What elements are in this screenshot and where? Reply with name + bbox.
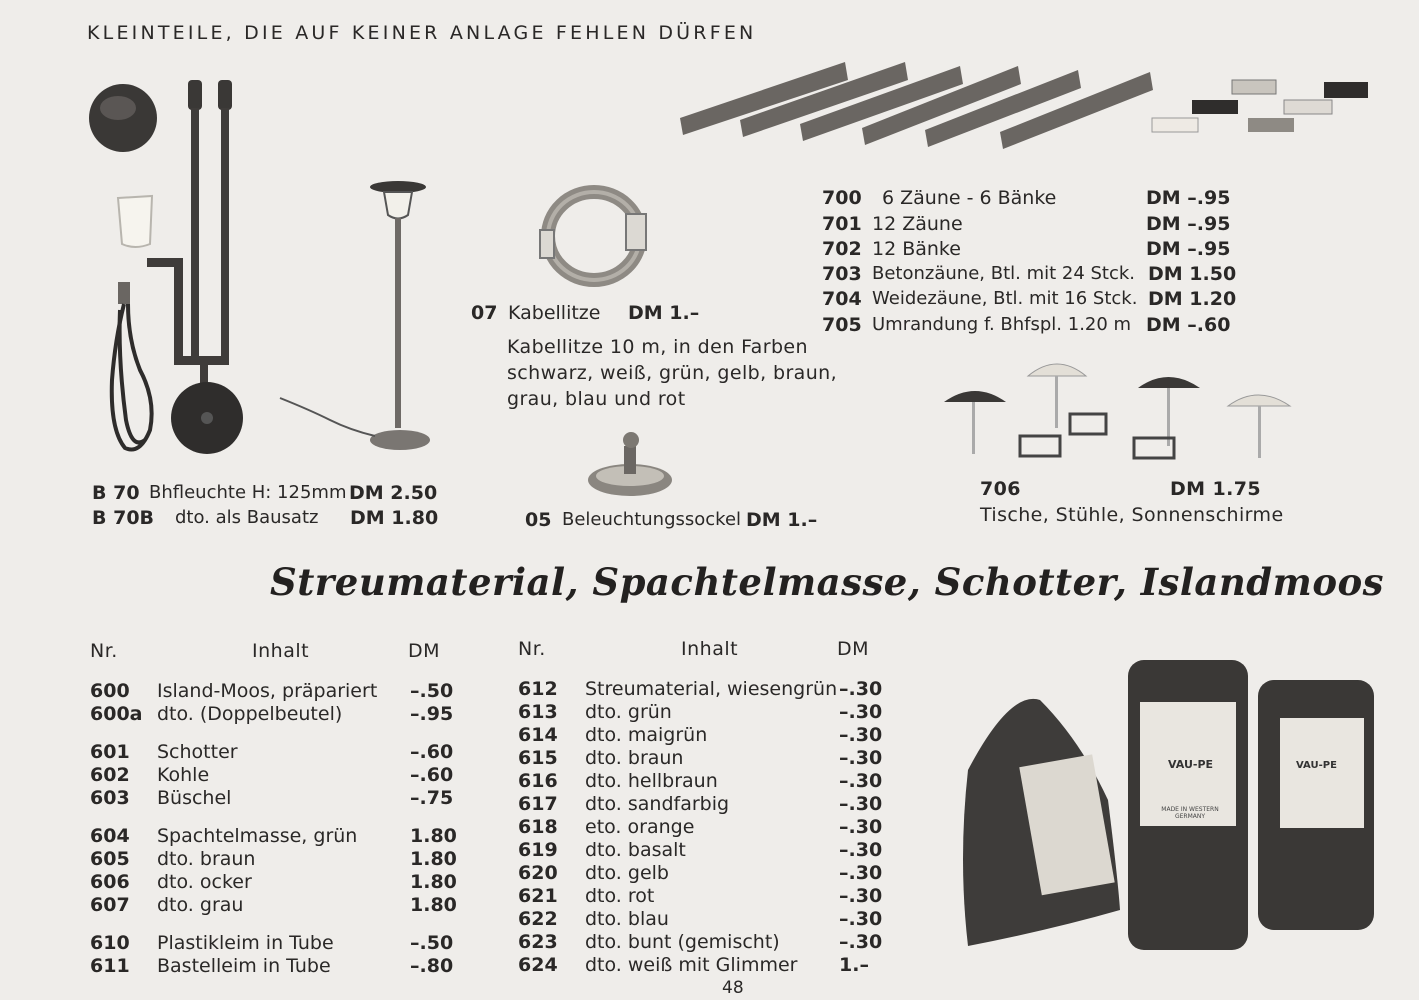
column-header-dm: DM [408, 640, 441, 662]
product-price: DM –.95 [1146, 187, 1231, 209]
cell-nr: 613 [518, 701, 558, 723]
product-row [822, 213, 1252, 236]
product-row [822, 238, 1252, 261]
product-code: 706 [980, 478, 1021, 500]
cell-inhalt: Kohle [157, 764, 210, 786]
benches-image [1152, 80, 1368, 132]
bag-brand-label: VAU-PE [1296, 760, 1337, 771]
garden-furniture-image [944, 364, 1290, 458]
product-price: DM –.60 [1146, 314, 1231, 336]
cell-inhalt: Plastikleim in Tube [157, 932, 334, 954]
cell-nr: 620 [518, 862, 558, 884]
product-code: 704 [822, 288, 862, 310]
cell-dm: 1.80 [410, 848, 457, 870]
product-name: Bhfleuchte H: 125mm [149, 482, 347, 503]
cell-dm: –.30 [839, 839, 883, 861]
product-code: 07 [471, 302, 498, 324]
table-row [518, 747, 899, 770]
cell-inhalt: dto. braun [157, 848, 256, 870]
cell-nr: 612 [518, 678, 558, 700]
cell-nr: 605 [90, 848, 130, 870]
cell-dm: –.60 [410, 741, 454, 763]
cell-nr: 618 [518, 816, 558, 838]
table-row [90, 848, 470, 871]
cell-nr: 616 [518, 770, 558, 792]
product-code: 702 [822, 238, 862, 260]
section-heading: Streumaterial, Spachtelmasse, Schotter, Islandmoos [270, 560, 1385, 604]
cell-nr: 611 [90, 955, 130, 977]
product-name: Weidezäune, Btl. mit 16 Stck. [872, 288, 1138, 309]
product-row [822, 288, 1252, 311]
product-code: B 70 [92, 482, 140, 504]
cell-dm: –.60 [410, 764, 454, 786]
cell-inhalt: Bastelleim in Tube [157, 955, 331, 977]
cell-inhalt: Schotter [157, 741, 238, 763]
cell-nr: 602 [90, 764, 130, 786]
product-row [822, 263, 1252, 286]
cell-nr: 601 [90, 741, 130, 763]
column-header-nr: Nr. [518, 638, 546, 660]
product-code: B 70B [92, 507, 155, 529]
table-row [518, 885, 899, 908]
cell-nr: 607 [90, 894, 130, 916]
cell-dm: –.50 [410, 932, 454, 954]
cell-inhalt: dto. gelb [585, 862, 669, 884]
table-row [518, 770, 899, 793]
cell-nr: 624 [518, 954, 558, 976]
cell-nr: 600 [90, 680, 130, 702]
cell-inhalt: dto. sandfarbig [585, 793, 730, 815]
product-price: DM 1.75 [1170, 478, 1261, 500]
cell-inhalt: dto. (Doppelbeutel) [157, 703, 343, 725]
lamp-bulb-wire-image [112, 282, 152, 450]
cell-inhalt: dto. basalt [585, 839, 686, 861]
cell-dm: –.30 [839, 908, 883, 930]
column-header-inhalt: Inhalt [252, 640, 310, 662]
cell-inhalt: dto. weiß mit Glimmer [585, 954, 798, 976]
cell-inhalt: dto. blau [585, 908, 669, 930]
product-name: Umrandung f. Bhfspl. 1.20 m [872, 314, 1132, 335]
cell-inhalt: Büschel [157, 787, 232, 809]
table-row [518, 862, 899, 885]
cell-dm: –.30 [839, 862, 883, 884]
cell-nr: 614 [518, 724, 558, 746]
cell-nr: 615 [518, 747, 558, 769]
table-row [518, 701, 899, 724]
material-bags-image [963, 660, 1374, 950]
product-code: 705 [822, 314, 862, 336]
cell-dm: –.30 [839, 770, 883, 792]
table-row [518, 724, 899, 747]
product-name: dto. als Bausatz [175, 507, 319, 528]
product-row [92, 482, 452, 505]
cell-inhalt: dto. grau [157, 894, 244, 916]
table-row [90, 764, 470, 787]
cell-inhalt: eto. orange [585, 816, 695, 838]
cell-dm: 1.– [839, 954, 869, 976]
cell-inhalt: Streumaterial, wiesengrün [585, 678, 838, 700]
product-code: 05 [525, 509, 552, 531]
table-row [518, 678, 899, 701]
table-row [90, 871, 470, 894]
product-name: Kabellitze [508, 302, 601, 324]
table-row [518, 954, 899, 977]
product-name: 12 Bänke [872, 238, 961, 260]
table-row [518, 816, 899, 839]
product-code: 700 [822, 187, 862, 209]
cell-dm: –.30 [839, 701, 883, 723]
product-name: Betonzäune, Btl. mit 24 Stck. [872, 263, 1136, 284]
cell-nr: 604 [90, 825, 130, 847]
cell-dm: –.30 [839, 793, 883, 815]
cell-inhalt: dto. bunt (gemischt) [585, 931, 780, 953]
cell-dm: –.30 [839, 724, 883, 746]
cell-dm: –.95 [410, 703, 454, 725]
product-row [92, 507, 452, 530]
cell-inhalt: Island-Moos, präpariert [157, 680, 378, 702]
cable-description-line: Kabellitze 10 m, in den Farben [507, 336, 808, 358]
cell-dm: –.50 [410, 680, 454, 702]
product-name: 12 Zäune [872, 213, 963, 235]
lamp-glass-image [118, 196, 152, 247]
cell-dm: –.80 [410, 955, 454, 977]
column-header-dm: DM [837, 638, 870, 660]
cable-description-line: grau, blau und rot [507, 388, 686, 410]
product-price: DM 1.– [746, 509, 818, 531]
cell-inhalt: dto. braun [585, 747, 684, 769]
product-code: 701 [822, 213, 862, 235]
cell-dm: –.30 [839, 678, 883, 700]
product-price: DM –.95 [1146, 213, 1231, 235]
table-row [90, 932, 470, 955]
cable-coil-image [540, 192, 646, 280]
product-row [822, 314, 1252, 337]
product-code: 703 [822, 263, 862, 285]
cell-inhalt: dto. ocker [157, 871, 252, 893]
cell-nr: 619 [518, 839, 558, 861]
cell-dm: 1.80 [410, 894, 457, 916]
table-row [518, 793, 899, 816]
table-row [90, 955, 470, 978]
page-title: KLEINTEILE, DIE AUF KEINER ANLAGE FEHLEN DÜRFEN [87, 22, 757, 44]
table-row [90, 680, 470, 703]
product-price: DM 2.50 [349, 482, 438, 504]
product-name: 6 Zäune - 6 Bänke [882, 187, 1057, 209]
cell-nr: 622 [518, 908, 558, 930]
cell-dm: –.30 [839, 747, 883, 769]
cell-dm: –.30 [839, 931, 883, 953]
table-row [518, 908, 899, 931]
product-price: DM 1.– [628, 302, 700, 324]
table-row [518, 839, 899, 862]
column-header-inhalt: Inhalt [681, 638, 739, 660]
cell-dm: 1.80 [410, 871, 457, 893]
cell-dm: –.75 [410, 787, 454, 809]
table-row [90, 787, 470, 810]
cell-inhalt: dto. rot [585, 885, 655, 907]
lamp-assembled-image [280, 181, 430, 450]
product-description: Tische, Stühle, Sonnenschirme [980, 504, 1284, 526]
cell-nr: 623 [518, 931, 558, 953]
table-row [90, 741, 470, 764]
bag-brand-label: VAU-PE [1168, 758, 1214, 771]
socket-image [588, 432, 672, 496]
product-price: DM –.95 [1146, 238, 1231, 260]
cell-nr: 603 [90, 787, 130, 809]
cell-nr: 600a [90, 703, 143, 725]
fences-image [680, 62, 1153, 149]
cell-inhalt: dto. grün [585, 701, 672, 723]
table-row [90, 703, 470, 726]
product-price: DM 1.20 [1148, 288, 1237, 310]
table-row [518, 931, 899, 954]
page-number: 48 [722, 978, 744, 998]
cell-inhalt: dto. hellbraun [585, 770, 718, 792]
cell-nr: 610 [90, 932, 130, 954]
cell-dm: –.30 [839, 816, 883, 838]
cell-dm: 1.80 [410, 825, 457, 847]
cable-description-line: schwarz, weiß, grün, gelb, braun, [507, 362, 838, 384]
table-row [90, 894, 470, 917]
socket-row [525, 509, 845, 532]
table-row [90, 825, 470, 848]
cell-inhalt: dto. maigrün [585, 724, 708, 746]
product-row [822, 187, 1252, 210]
bag-origin-label: MADE IN WESTERN GERMANY [1161, 806, 1219, 820]
cable-row [471, 302, 731, 325]
column-header-nr: Nr. [90, 640, 118, 662]
product-name: Beleuchtungssockel [562, 509, 742, 530]
cell-nr: 606 [90, 871, 130, 893]
cell-nr: 617 [518, 793, 558, 815]
cell-inhalt: Spachtelmasse, grün [157, 825, 358, 847]
cell-nr: 621 [518, 885, 558, 907]
product-price: DM 1.80 [350, 507, 439, 529]
lamp-post-image [147, 80, 243, 454]
lamp-shade-image [89, 84, 157, 152]
product-price: DM 1.50 [1148, 263, 1237, 285]
cell-dm: –.30 [839, 885, 883, 907]
